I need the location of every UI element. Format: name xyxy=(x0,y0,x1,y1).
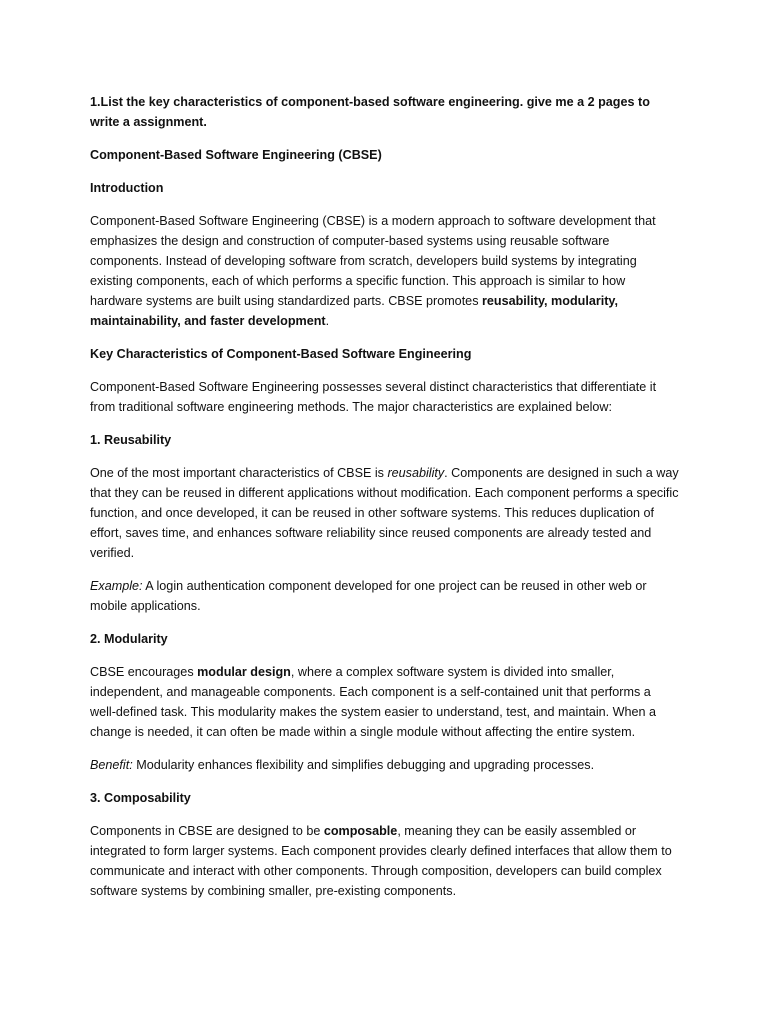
section-heading-reusability: 1. Reusability xyxy=(90,433,172,447)
intro-text: Component-Based Software Engineering (CBSE) is a modern approach to software development that emphasizes the design and construction of computer-based systems using reusable software components. Instead of developing software from scratch, developers build systems by integrating existing components, each of which performs a specific function. This approach is similar to how hardware systems are built using standardized parts. CBSE promotes xyxy=(90,214,656,308)
document-title: Component-Based Software Engineering (CBSE) xyxy=(90,148,382,162)
section-heading-modularity: 2. Modularity xyxy=(90,632,168,646)
modularity-paragraph xyxy=(90,662,680,742)
example-text: A login authentication component developed for one project can be reused in other web or mobile applications. xyxy=(90,579,647,613)
document-page xyxy=(90,92,680,914)
section-heading-composability: 3. Composability xyxy=(90,791,191,805)
benefit-text: Modularity enhances flexibility and simplifies debugging and upgrading processes. xyxy=(132,758,595,772)
paragraph-text: . Components are designed in such a way that they can be reused in different applications without modification. Each component performs a specific function, and once developed, it can be reused in other software systems. This reduces duplication of effort, saves time, and enhances software reliability since reused components are already tested and verified. xyxy=(90,466,679,560)
paragraph-italic: reusability xyxy=(387,466,445,480)
composability-paragraph xyxy=(90,821,680,901)
intro-text-end: . xyxy=(325,314,330,328)
intro-emphasis: reusability, modularity, maintainability, and faster development xyxy=(90,294,618,328)
reusability-paragraph xyxy=(90,463,680,563)
modularity-benefit xyxy=(90,755,680,775)
reusability-example xyxy=(90,576,680,616)
paragraph-text: , meaning they can be easily assembled or integrated to form larger systems. Each component provides clearly defined interfaces that allow them to communicate and interact with other components. Through composition, developers can build complex software systems by combining smaller, pre-existing components. xyxy=(90,824,672,898)
paragraph-bold: composable xyxy=(323,824,398,838)
characteristics-heading: Key Characteristics of Component-Based Software Engineering xyxy=(90,347,472,361)
paragraph-text: , where a complex software system is divided into smaller, independent, and manageable components. Each component is a self-contained unit that performs a well-defined task. This modularity makes the system easier to understand, test, and maintain. When a change is needed, it can often be made within a single module without affecting the entire system. xyxy=(90,665,657,739)
example-label: Example: xyxy=(90,579,143,593)
intro-paragraph xyxy=(90,211,680,331)
characteristics-intro: Component-Based Software Engineering possesses several distinct characteristics that differentiate it from traditional software engineering methods. The major characteristics are explained below: xyxy=(90,380,657,414)
paragraph-text: One of the most important characteristics of CBSE is xyxy=(90,466,388,480)
paragraph-bold: modular design xyxy=(197,665,291,679)
paragraph-text: CBSE encourages xyxy=(90,665,198,679)
assignment-question: 1.List the key characteristics of component-based software engineering. give me a 2 pages to write a assignment. xyxy=(90,95,650,129)
paragraph-text: Components in CBSE are designed to be xyxy=(90,824,324,838)
benefit-label: Benefit: xyxy=(90,758,133,772)
intro-heading: Introduction xyxy=(90,181,164,195)
